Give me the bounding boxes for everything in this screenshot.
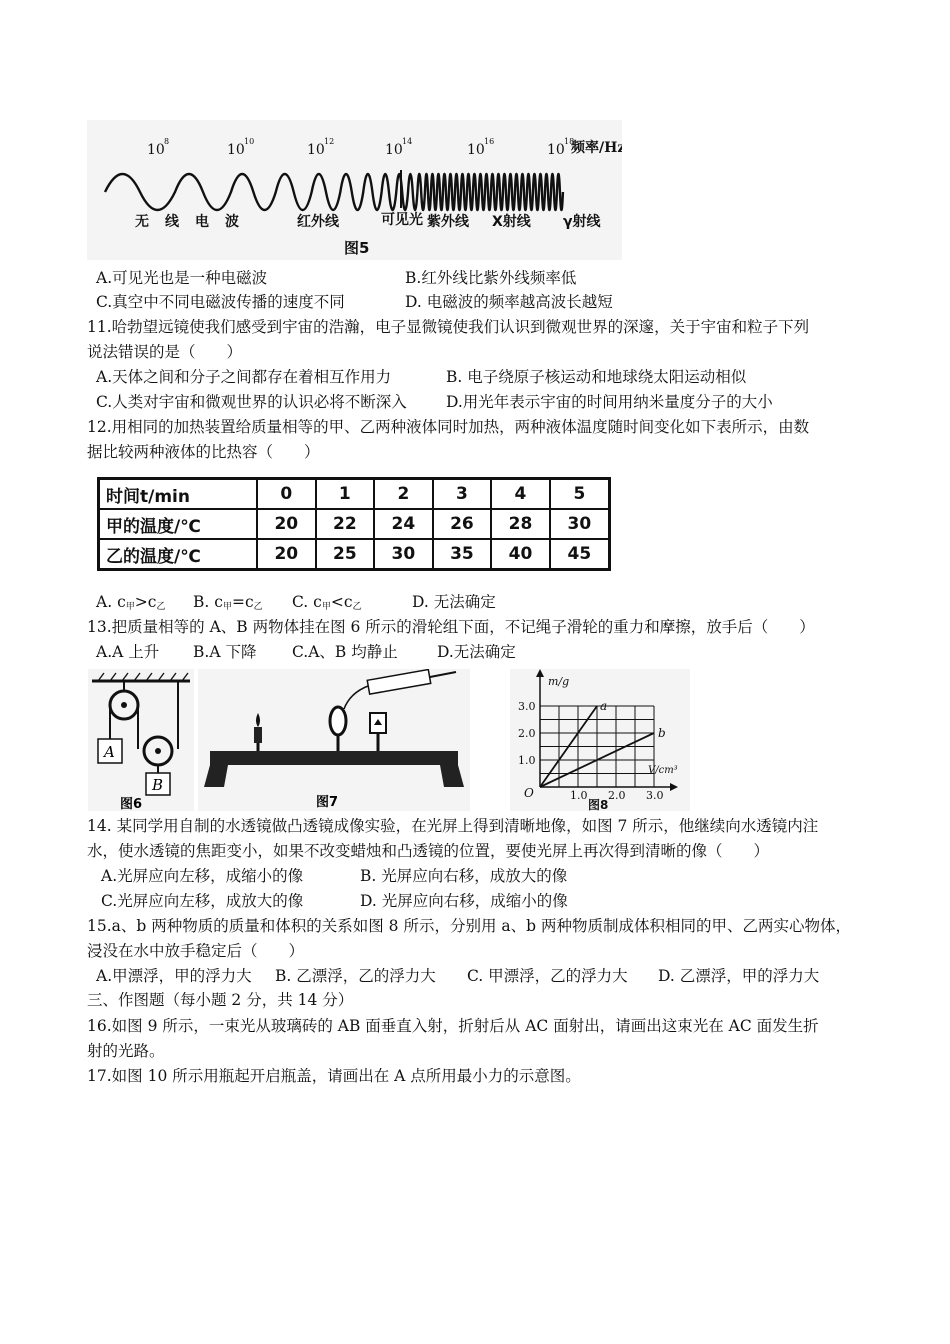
svg-text:B: B [152, 776, 164, 794]
figure-8 [510, 669, 690, 811]
q11-option-b: B. 电子绕原子核运动和地球绕太阳运动相似 [446, 368, 747, 386]
exp-label-10-base: 10 [227, 142, 245, 158]
q13-option-a: A.A 上升 [96, 643, 160, 661]
table-cell: 35 [433, 539, 492, 570]
exp-label-14-power: 14 [402, 137, 413, 146]
exp-label-14-base: 10 [385, 142, 403, 158]
table-cell: 2 [374, 479, 433, 510]
y-tick-label: 1.0 [518, 754, 536, 767]
q16-stem-line2: 射的光路。 [87, 1042, 165, 1060]
figure-5-caption: 图5 [344, 239, 370, 257]
figure-8-caption: 图8 [588, 798, 609, 811]
table-header-yi: 乙的温度/℃ [99, 539, 258, 570]
exp-label-12-base: 10 [307, 142, 325, 158]
table-cell: 1 [316, 479, 375, 510]
x-tick-label: 3.0 [646, 789, 664, 802]
table-cell: 30 [550, 509, 610, 539]
figure-7 [198, 669, 470, 811]
exp-label-8-base: 10 [147, 142, 165, 158]
q10-option-d: D. 电磁波的频率越高波长越短 [405, 293, 613, 311]
q15-option-b: B. 乙漂浮，乙的浮力大 [275, 967, 436, 985]
band-radio-2: 线 [165, 214, 179, 230]
spectrum-diagram [87, 120, 622, 260]
temperature-table [97, 477, 611, 571]
q17-stem: 17.如图 10 所示用瓶起开启瓶盖，请画出在 A 点所用最小力的示意图。 [87, 1067, 581, 1085]
q11-option-a: A.天体之间和分子之间都存在着相互作用力 [96, 368, 392, 386]
q14-option-b: B. 光屏应向右移，成放大的像 [360, 867, 568, 885]
table-cell: 0 [257, 479, 316, 510]
q12-stem-line1: 12.用相同的加热装置给质量相等的甲、乙两种液体同时加热，两种液体温度随时间变化如下表所示，由数 [87, 418, 810, 436]
figure-6-caption: 图6 [120, 797, 143, 811]
series-a-label: a [600, 699, 608, 713]
mass-volume-chart [510, 669, 690, 811]
table-cell: 28 [491, 509, 550, 539]
band-visible: 可见光 [381, 212, 423, 228]
q15-option-a: A.甲漂浮，甲的浮力大 [96, 967, 252, 985]
exp-label-16-base: 10 [467, 142, 485, 158]
table-row [99, 509, 610, 539]
figure-5 [87, 120, 622, 260]
exp-label-12-power: 12 [324, 137, 335, 146]
q13-stem: 13.把质量相等的 A、B 两物体挂在图 6 所示的滑轮组下面，不记绳子滑轮的重力和摩擦，放手后（ ） [87, 618, 815, 636]
table-cell: 3 [433, 479, 492, 510]
exp-label-8-power: 8 [164, 137, 170, 146]
q14-stem-line1: 14. 某同学用自制的水透镜做凸透镜成像实验，在光屏上得到清晰地像，如图 7 所示，他继续向水透镜内注 [87, 817, 819, 835]
band-ultraviolet: 紫外线 [427, 214, 469, 230]
y-axis-label: m/g [548, 675, 570, 688]
band-infrared: 红外线 [297, 214, 339, 230]
q15-option-d: D. 乙漂浮，甲的浮力大 [658, 967, 820, 985]
series-b-label: b [658, 726, 666, 740]
table-row [99, 539, 610, 570]
table-cell: 4 [491, 479, 550, 510]
table-cell: 22 [316, 509, 375, 539]
q12-option-a: A. $c_甲>c_乙$ [96, 593, 166, 612]
band-radio-1: 无 [135, 214, 149, 230]
q12-stem-line2: 据比较两种液体的比热容（ ） [87, 443, 320, 461]
q14-option-c: C.光屏应向左移，成放大的像 [101, 892, 304, 910]
q14-option-a: A.光屏应向左移，成缩小的像 [101, 867, 304, 885]
svg-text:A: A [104, 743, 115, 761]
table-header-jia: 甲的温度/℃ [99, 509, 258, 539]
x-tick-label: 2.0 [608, 789, 626, 802]
table-cell: 45 [550, 539, 610, 570]
table-cell: 26 [433, 509, 492, 539]
table-cell: 30 [374, 539, 433, 570]
q13-option-b: B.A 下降 [193, 643, 257, 661]
q11-option-d: D.用光年表示宇宙的时间用纳米量度分子的大小 [446, 393, 773, 411]
x-tick-label: 1.0 [570, 789, 588, 802]
optical-bench-diagram [198, 669, 470, 811]
table-cell: 20 [257, 539, 316, 570]
q13-option-d: D.无法确定 [437, 643, 516, 661]
q12-option-d: D. 无法确定 [412, 593, 496, 611]
q13-option-c: C.A、B 均静止 [292, 643, 398, 661]
q14-option-d: D. 光屏应向右移，成缩小的像 [360, 892, 568, 910]
q14-stem-line2: 水，使水透镜的焦距变小，如果不改变蜡烛和凸透镜的位置，要使光屏上再次得到清晰的像（ ） [87, 842, 770, 860]
table-row [99, 479, 610, 510]
y-tick-label: 2.0 [518, 727, 536, 740]
q15-option-c: C. 甲漂浮，乙的浮力大 [467, 967, 628, 985]
q12-option-b: B. $c_甲=c_乙$ [193, 593, 263, 612]
y-tick-label: 3.0 [518, 700, 536, 713]
q10-option-c: C.真空中不同电磁波传播的速度不同 [96, 293, 345, 311]
q11-stem-line1: 11.哈勃望远镜使我们感受到宇宙的浩瀚，电子显微镜使我们认识到微观世界的深邃，关于宇宙和粒子下列 [87, 318, 810, 336]
exp-label-10-power: 10 [244, 137, 255, 146]
band-radio-3: 电 [195, 214, 209, 230]
q15-stem-line1: 15.a、b 两种物质的质量和体积的关系如图 8 所示，分别用 a、b 两种物质制成体积相同的甲、乙两实心物体， [87, 917, 851, 935]
exp-label-16-power: 16 [484, 137, 495, 146]
table-cell: 5 [550, 479, 610, 510]
origin-label: O [524, 786, 534, 800]
q15-stem-line2: 浸没在水中放手稳定后（ ） [87, 942, 305, 960]
optical-bench [210, 751, 458, 765]
q16-stem-line1: 16.如图 9 所示，一束光从玻璃砖的 AB 面垂直入射，折射后从 AC 面射出，请画出这束光在 AC 面发生折 [87, 1017, 819, 1035]
q11-option-c: C.人类对宇宙和微观世界的认识必将不断深入 [96, 393, 407, 411]
table-header-time: 时间t/min [99, 479, 258, 510]
band-radio-4: 波 [225, 214, 239, 230]
q11-stem-line2: 说法错误的是（ ） [87, 343, 243, 361]
figure-6 [88, 669, 194, 811]
table-cell: 25 [316, 539, 375, 570]
table-cell: 40 [491, 539, 550, 570]
freq-unit-label: 频率/Hz [571, 140, 622, 156]
exp-label-18-power: 18 [564, 137, 575, 146]
exp-label-18-base: 10 [547, 142, 565, 158]
section-3-title: 三、作图题（每小题 2 分，共 14 分） [87, 991, 354, 1009]
band-xray: X射线 [492, 214, 531, 230]
pulley-diagram [88, 669, 194, 811]
figure-7-caption: 图7 [316, 795, 339, 810]
q10-option-b: B.红外线比紫外线频率低 [405, 269, 577, 287]
table-cell: 20 [257, 509, 316, 539]
band-gamma: γ射线 [563, 214, 601, 230]
table-cell: 24 [374, 509, 433, 539]
q12-option-c: C. $c_甲<c_乙$ [292, 593, 362, 612]
x-axis-label: V/cm³ [648, 765, 678, 776]
q10-option-a: A.可见光也是一种电磁波 [96, 269, 268, 287]
